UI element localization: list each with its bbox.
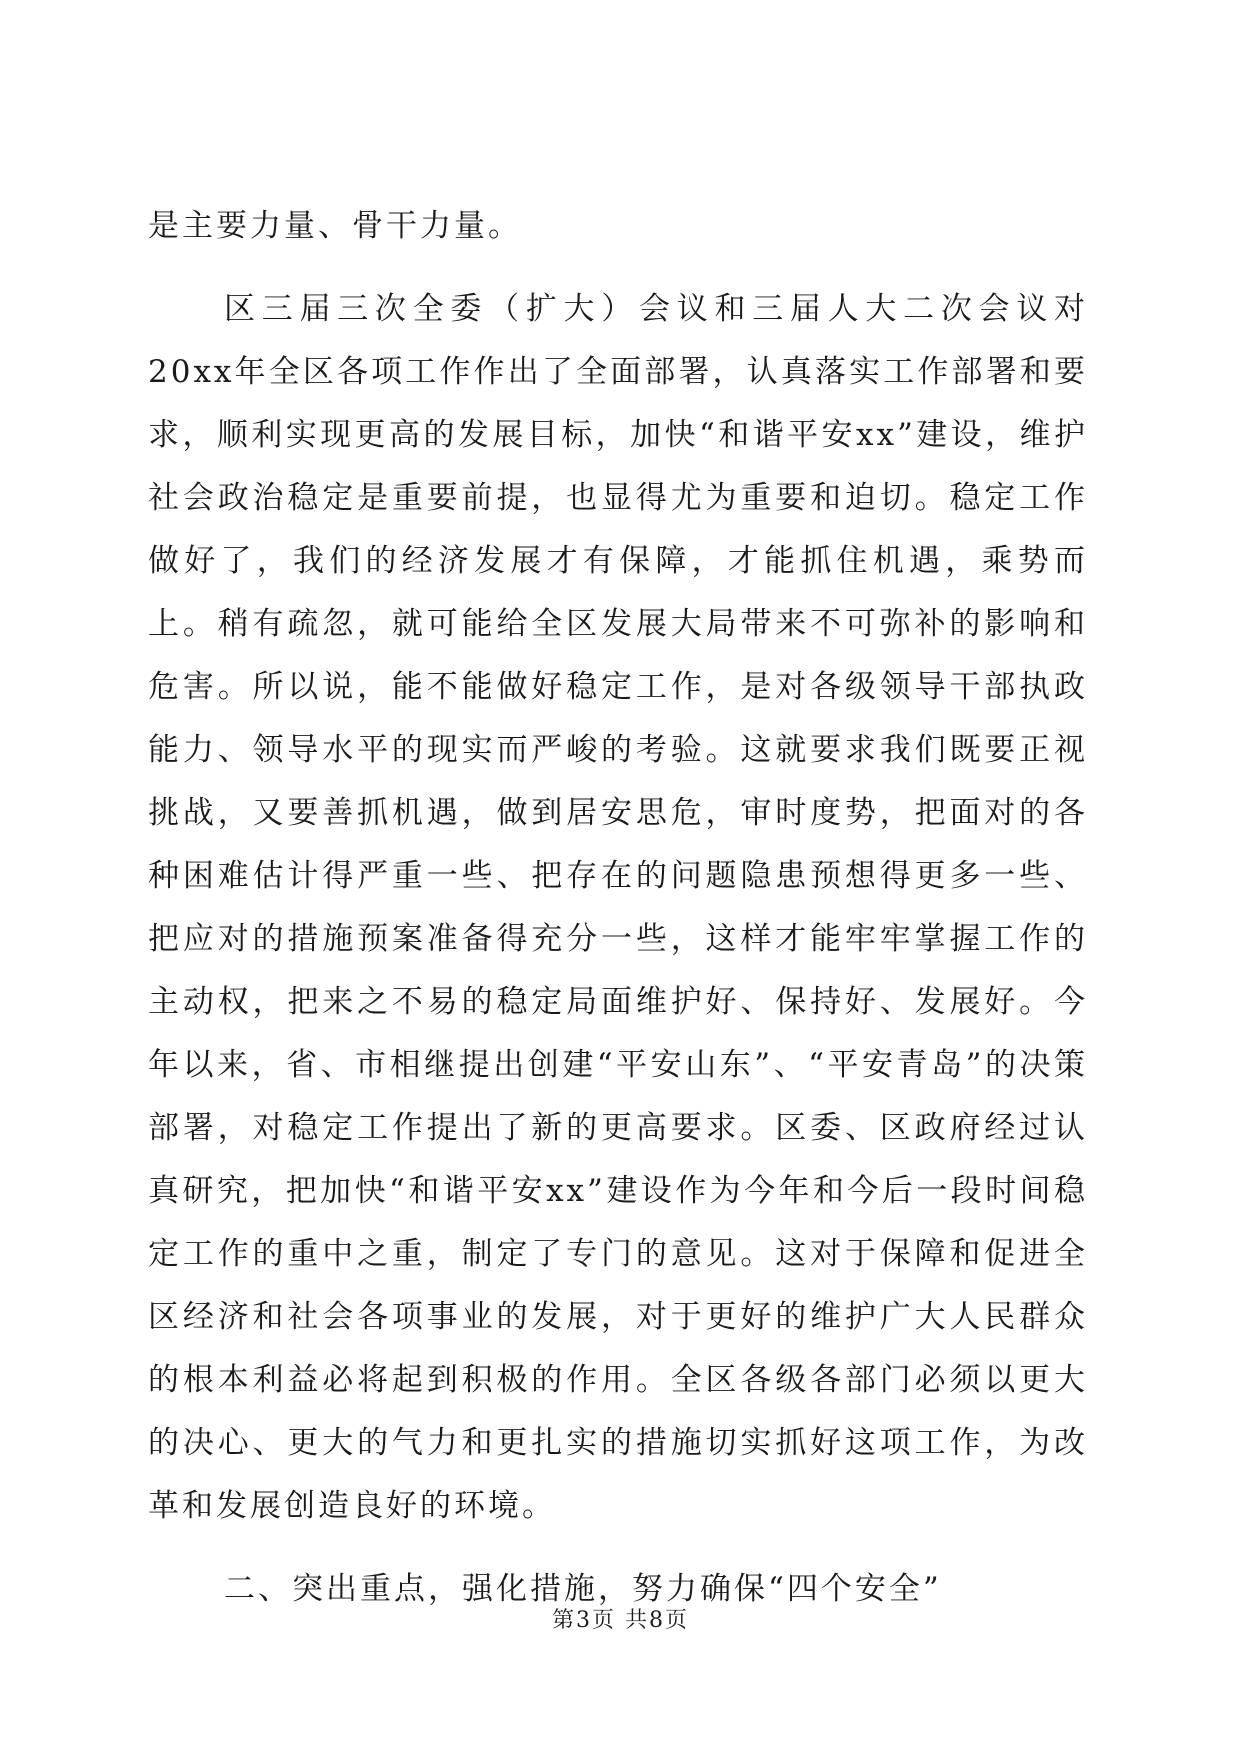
paragraph-continuation: 是主要力量、骨干力量。 bbox=[148, 208, 522, 244]
section-heading: 二、突出重点，强化措施，努力确保“四个安全” bbox=[224, 1571, 942, 1607]
page-footer bbox=[0, 1603, 1241, 1634]
document-body bbox=[148, 195, 1088, 1621]
page-number-label: 第3页 共8页 bbox=[552, 1608, 689, 1633]
paragraph-main: 区三届三次全委（扩大）会议和三届人大二次会议对20xx年全区各项工作作出了全面部署，认真落实工作部署和要求，顺利实现更高的发展目标，加快“和谐平安xx”建设，维护社会政治稳定是重要前提，也显得尤为重要和迫切。稳定工作做好了，我们的经济发展才有保障，才能抓住机遇，乘势而上。稍有疏忽，就可能给全区发展大局带来不可弥补的影响和危害。所以说，能不能做好稳定工作，是对各级领导干部执政能力、领导水平的现实而严峻的考验。这就要求我们既要正视挑战，又要善抓机遇，做到居安思危，审时度势，把面对的各种困难估计得严重一些、把存在的问题隐患预想得更多一些、把应对的措施预案准备得充分一些，这样才能牢牢掌握工作的主动权，把来之不易的稳定局面维护好、保持好、发展好。今年以来，省、市相继提出创建“平安山东”、“平安青岛”的决策部署，对稳定工作提出了新的更高要求。区委、区政府经过认真研究，把加快“和谐平安xx”建设作为今年和今后一段时间稳定工作的重中之重，制定了专门的意见。这对于保障和促进全区经济和社会各项事业的发展，对于更好的维护广大人民群众的根本利益必将起到积极的作用。全区各级各部门必须以更大的决心、更大的气力和更扎实的措施切实抓好这项工作，为改革和发展创造良好的环境。 bbox=[148, 291, 1088, 1524]
